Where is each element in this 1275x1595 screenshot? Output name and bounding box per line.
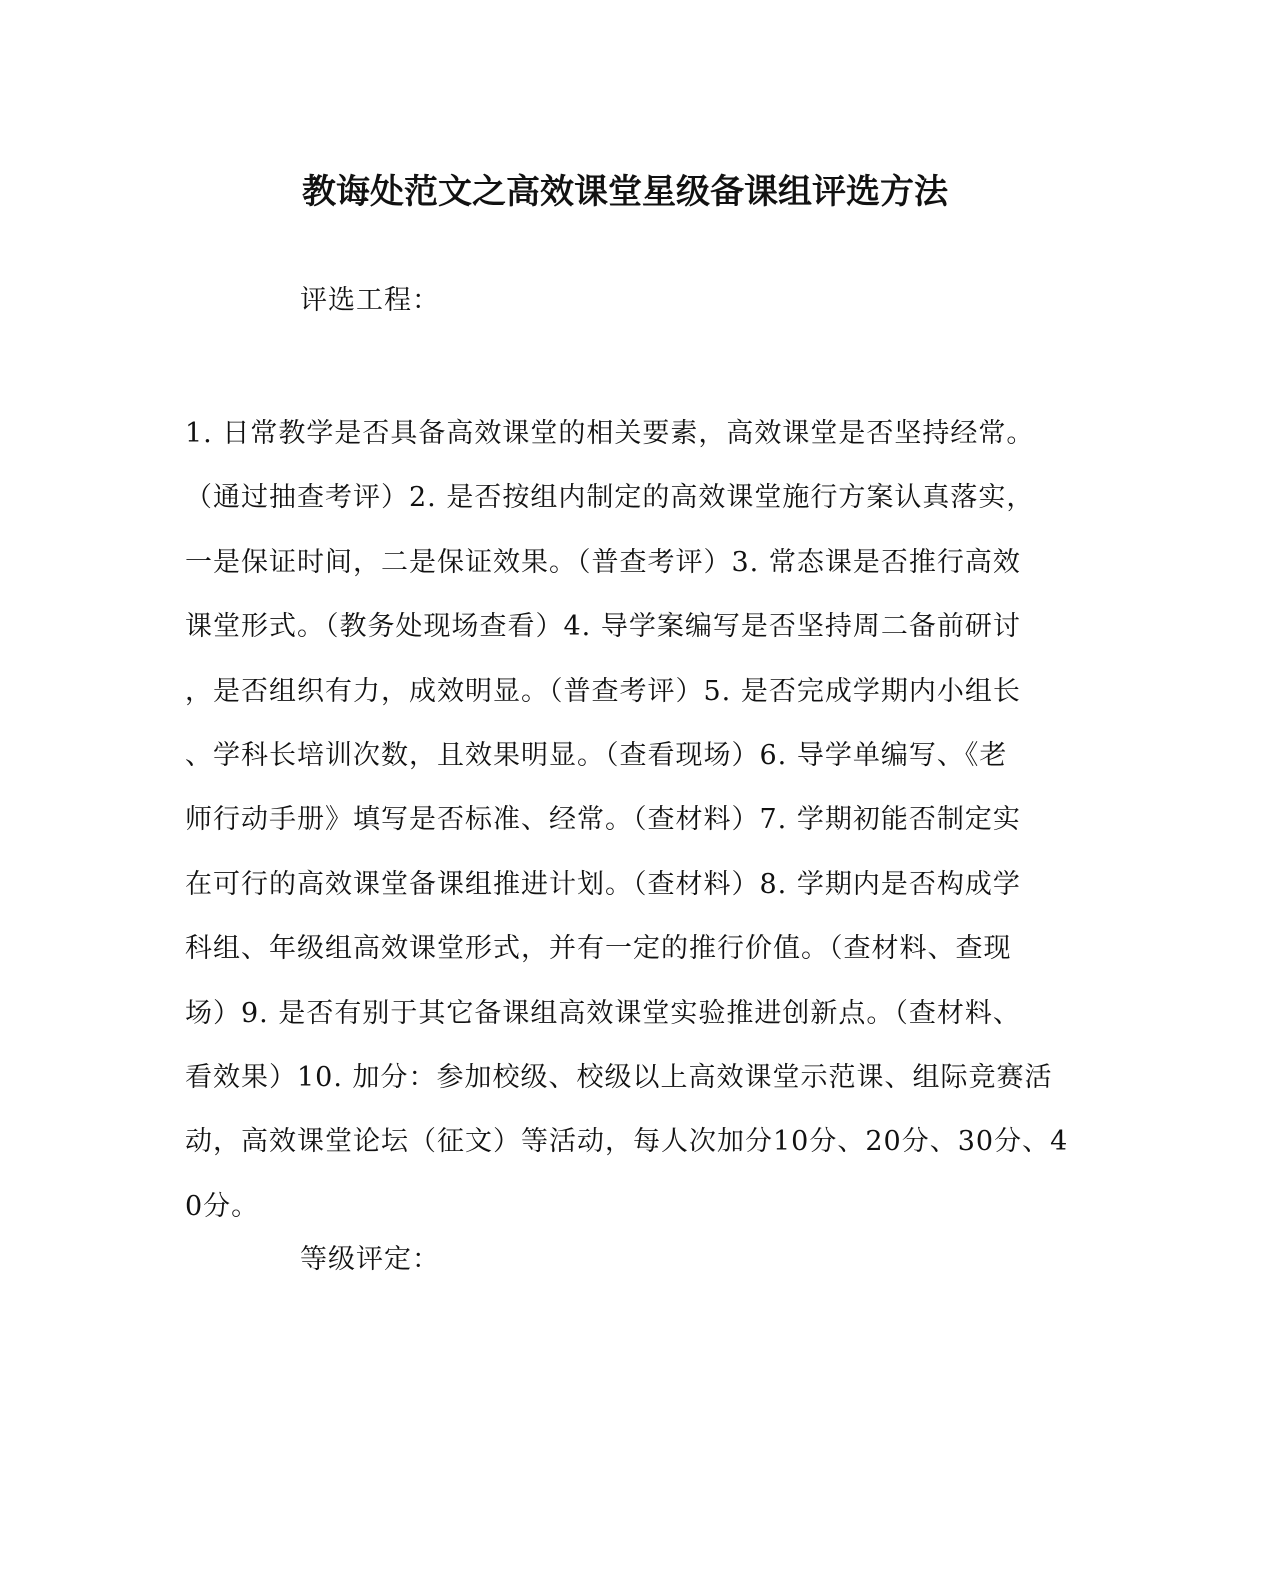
body-line: （通过抽查考评）2. 是否按组内制定的高效课堂施行方案认真落实， (185, 482, 1035, 514)
body-line: 、学科长培训次数，且效果明显。（查看现场）6. 导学单编写、《老 (185, 739, 1008, 771)
body-line: 0分。 (185, 1190, 260, 1222)
body-line: 一是保证时间，二是保证效果。（普查考评）3. 常态课是否推行高效 (185, 546, 1021, 578)
section-heading-items: 评选工程： (300, 285, 440, 316)
body-line: 1. 日常教学是否具备高效课堂的相关要素，高效课堂是否坚持经常。 (185, 418, 1035, 449)
body-line: 场）9. 是否有别于其它备课组高效课堂实验推进创新点。（查材料、 (185, 997, 1021, 1029)
body-line: 在可行的高效课堂备课组推进计划。（查材料）8. 学期内是否构成学 (185, 868, 1021, 900)
body-line: 师行动手册》填写是否标准、经常。（查材料）7. 学期初能否制定实 (185, 804, 1021, 836)
section-heading-grade: 等级评定： (300, 1244, 440, 1275)
body-line: 科组、年级组高效课堂形式，并有一定的推行价值。（查材料、查现 (185, 933, 1012, 965)
body-line: 课堂形式。（教务处现场查看）4. 导学案编写是否坚持周二备前研讨 (185, 611, 1021, 643)
body-line: 动，高效课堂论坛（征文）等活动，每人次加分10分、20分、30分、4 (185, 1126, 1069, 1158)
body-line: 看效果）10. 加分：参加校级、校级以上高效课堂示范课、组际竞赛活 (185, 1061, 1053, 1093)
document-title: 教诲处范文之高效课堂星级备课组评选方法 (302, 172, 948, 212)
body-paragraph (185, 402, 1085, 1239)
body-line: ，是否组织有力，成效明显。（普查考评）5. 是否完成学期内小组长 (185, 675, 1021, 707)
